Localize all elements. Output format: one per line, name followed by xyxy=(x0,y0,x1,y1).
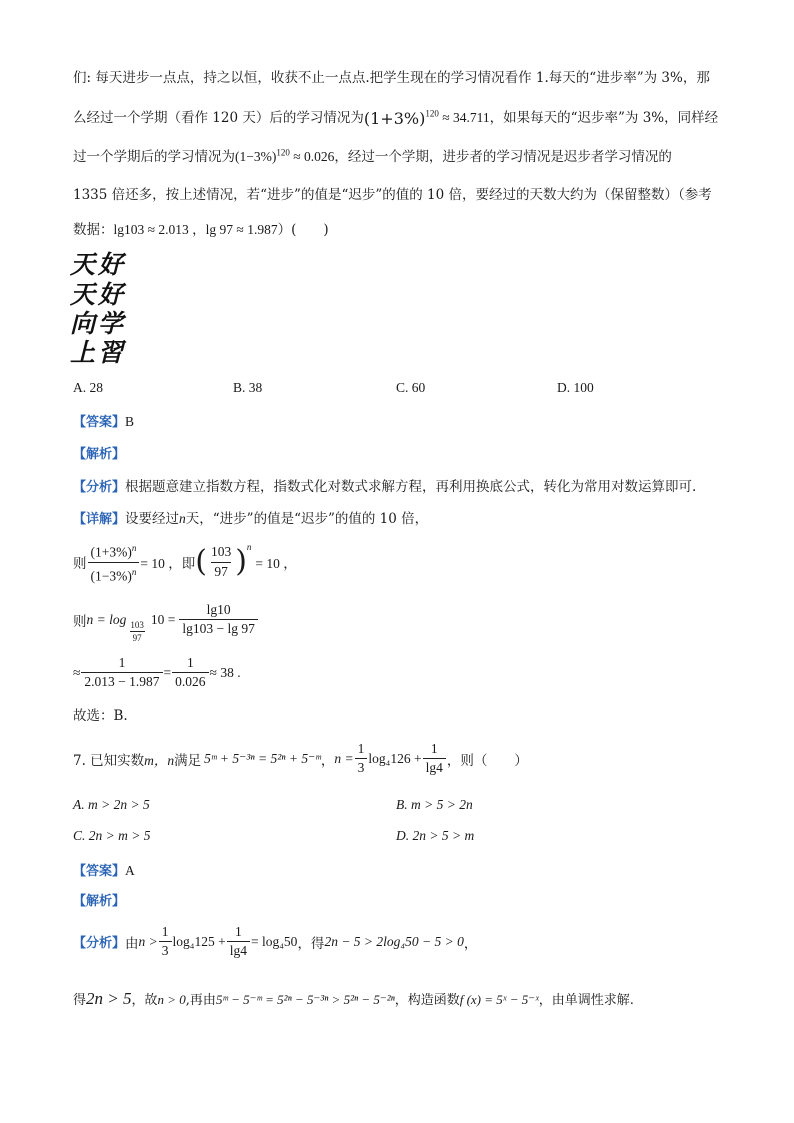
fraction xyxy=(355,741,368,776)
fraction xyxy=(81,655,162,690)
denominator: 3 xyxy=(159,941,172,959)
text: log₄126 + xyxy=(368,750,422,766)
fraction xyxy=(88,540,140,584)
denominator: lg103 − lg 97 xyxy=(179,619,258,637)
calligraphy-line: 上習 xyxy=(70,338,127,367)
numerator: (1+3%) xyxy=(90,544,132,560)
option-text: B. m > 5 > 2n xyxy=(396,797,473,812)
answer-line xyxy=(73,860,135,879)
paren-left: ( xyxy=(195,544,207,579)
text: ，如果每天的“迟步率”为 3%，同样经 xyxy=(489,110,719,127)
fraction xyxy=(179,602,258,637)
calligraphy-line: 天好 xyxy=(70,280,127,309)
fenxi-tag: 【分析】 xyxy=(73,480,126,495)
problem6-line2 xyxy=(73,104,718,134)
text: ，得 xyxy=(297,935,325,952)
text: 10 = xyxy=(150,611,176,627)
option-c: C. 60 xyxy=(396,380,426,395)
fraction xyxy=(423,741,446,776)
conclusion-line: 故选：B. xyxy=(73,708,128,724)
fraction xyxy=(227,924,250,959)
text: n = xyxy=(334,750,354,766)
xiangjie-line xyxy=(73,507,428,527)
equation-2 xyxy=(73,602,259,643)
inequality: n > 0 xyxy=(157,992,186,1007)
problem6-line4: 1335 倍还多，按上述情况，若“进步”的值是“迟步”的值的 10 倍，要经过的天数大约为（保留整数）（参考 xyxy=(73,187,712,203)
xiangjie-tag: 【详解】 xyxy=(73,512,126,527)
denominator: (1−3%) xyxy=(90,568,132,583)
analysis-heading xyxy=(73,890,125,909)
text: ， xyxy=(320,752,335,769)
text: ≈ 38 . xyxy=(209,664,241,680)
text: log₄125 + xyxy=(172,933,226,949)
option-text: D. 2n > 5 > m xyxy=(396,828,475,843)
analysis-heading xyxy=(73,443,125,462)
exponent: n xyxy=(131,543,137,553)
inequality: 2n > 5 xyxy=(86,989,132,1008)
option-b: B. 38 xyxy=(233,380,263,395)
answer-tag: 【答案】 xyxy=(73,415,126,430)
numerator: 103 xyxy=(130,620,144,630)
option-text: A. m > 2n > 5 xyxy=(73,797,150,812)
problem7-stem xyxy=(73,741,528,776)
text: n = log xyxy=(86,611,127,627)
problem6-line5 xyxy=(73,218,329,238)
option-c xyxy=(73,828,150,844)
text: ， xyxy=(463,935,478,952)
text: ，由单调性求解. xyxy=(538,993,634,1008)
option-a: A. 28 xyxy=(73,380,103,395)
paren-right: ) xyxy=(235,544,247,579)
denominator: lg4 xyxy=(423,758,446,776)
denominator: 97 xyxy=(130,631,145,643)
text: = xyxy=(163,664,172,680)
math-expr: $(1+3\%)^{120} \approx 34.711$ xyxy=(363,108,490,128)
text: ，经过一个学期，进步者的学习情况是迟步者学习情况的 xyxy=(334,149,672,165)
text: n > xyxy=(138,933,158,949)
text: 满足 xyxy=(174,752,202,769)
problem7-fenxi xyxy=(73,924,477,959)
text: 天，“进步”的值是“迟步”的值的 10 倍， xyxy=(185,511,429,527)
fraction xyxy=(159,924,172,959)
text: 则 xyxy=(73,556,87,572)
equation: 5ᵐ − 5⁻ᵐ = 5²ⁿ − 5⁻³ⁿ > 5²ⁿ − 5⁻²ⁿ xyxy=(215,992,395,1007)
answer-tag: 【答案】 xyxy=(73,864,126,879)
calligraphy-line: 向学 xyxy=(70,309,127,338)
denominator: lg4 xyxy=(227,941,250,959)
option-b xyxy=(396,797,473,813)
fenxi-tag: 【分析】 xyxy=(73,936,126,951)
numerator: 1 xyxy=(186,655,194,670)
text: 么经过一个学期（看作 120 天）后的学习情况为 xyxy=(73,110,364,127)
text: 得 xyxy=(73,993,87,1008)
text: 设要经过 xyxy=(125,511,180,527)
denominator: 3 xyxy=(355,758,368,776)
equation-3 xyxy=(73,655,241,690)
answer-line xyxy=(73,411,134,430)
text: = log₄50 xyxy=(250,933,298,949)
text: 7. 已知实数 xyxy=(73,752,145,769)
exponent: n xyxy=(246,542,252,552)
problem6-line1: 们: 每天进步一点点，持之以恒，收获不止一点点.把学生现在的学习情况看作 1.每天的“进步率”为 3%，那 xyxy=(73,70,710,86)
numerator: 1 xyxy=(430,741,438,756)
answer-value: B xyxy=(125,414,135,429)
fraction xyxy=(172,655,208,690)
fenxi-line xyxy=(73,475,696,495)
numerator: 103 xyxy=(210,544,232,559)
numerator: 1 xyxy=(118,655,126,670)
answer-value: A xyxy=(125,863,135,878)
variables: m，n xyxy=(144,752,175,768)
analysis-tag: 【解析】 xyxy=(73,894,126,909)
var-n: n xyxy=(179,511,186,526)
problem6-line3 xyxy=(73,145,672,165)
fenxi-text: 根据题意建立指数方程，指数式化对数式求解方程，再利用换底公式，转化为常用对数运算即可. xyxy=(125,479,697,495)
numerator: lg10 xyxy=(206,602,231,617)
inequality: 2n − 5 > 2log₄50 − 5 > 0 xyxy=(324,933,464,949)
text: ≈ xyxy=(73,664,81,680)
exponent: n xyxy=(131,566,137,577)
math-expr: $(1-3\%)^{120} \approx 0.026$ xyxy=(235,147,335,164)
text: ）( ) xyxy=(277,222,329,238)
text: = 10 ， xyxy=(255,556,297,571)
text: ，构造函数 xyxy=(394,993,460,1008)
denominator: 97 xyxy=(211,562,231,580)
fraction xyxy=(208,544,234,580)
text: ,再由 xyxy=(185,993,216,1008)
calligraphy-line: 天好 xyxy=(70,250,127,279)
option-text: C. 2n > m > 5 xyxy=(73,828,151,843)
text: 数据： xyxy=(73,222,114,238)
analysis-tag: 【解析】 xyxy=(73,447,126,462)
numerator: 1 xyxy=(357,741,365,756)
text: = 10 ，即 xyxy=(140,556,196,571)
numerator: 1 xyxy=(234,924,242,939)
denominator: 0.026 xyxy=(172,672,208,690)
equation-1 xyxy=(73,540,297,584)
denominator: 2.013 − 1.987 xyxy=(81,672,162,690)
text: ，故 xyxy=(131,993,158,1008)
text: ，则（ ） xyxy=(446,752,528,769)
option-d: D. 100 xyxy=(557,380,594,395)
function: f (x) = 5ˣ − 5⁻ˣ xyxy=(459,992,539,1007)
numerator: 1 xyxy=(161,924,169,939)
option-a xyxy=(73,797,150,813)
equation: 5ᵐ + 5⁻³ⁿ = 5²ⁿ + 5⁻ᵐ xyxy=(204,750,321,766)
problem7-fenxi-cont xyxy=(73,989,634,1009)
text: 由 xyxy=(125,935,139,952)
option-d xyxy=(396,828,474,844)
reference-data: lg103 ≈ 2.013 ，lg 97 ≈ 1.987 xyxy=(113,222,278,237)
log-base-fraction xyxy=(127,620,147,643)
text: 则 xyxy=(73,613,87,630)
text: 过一个学期后的学习情况为 xyxy=(73,149,235,165)
